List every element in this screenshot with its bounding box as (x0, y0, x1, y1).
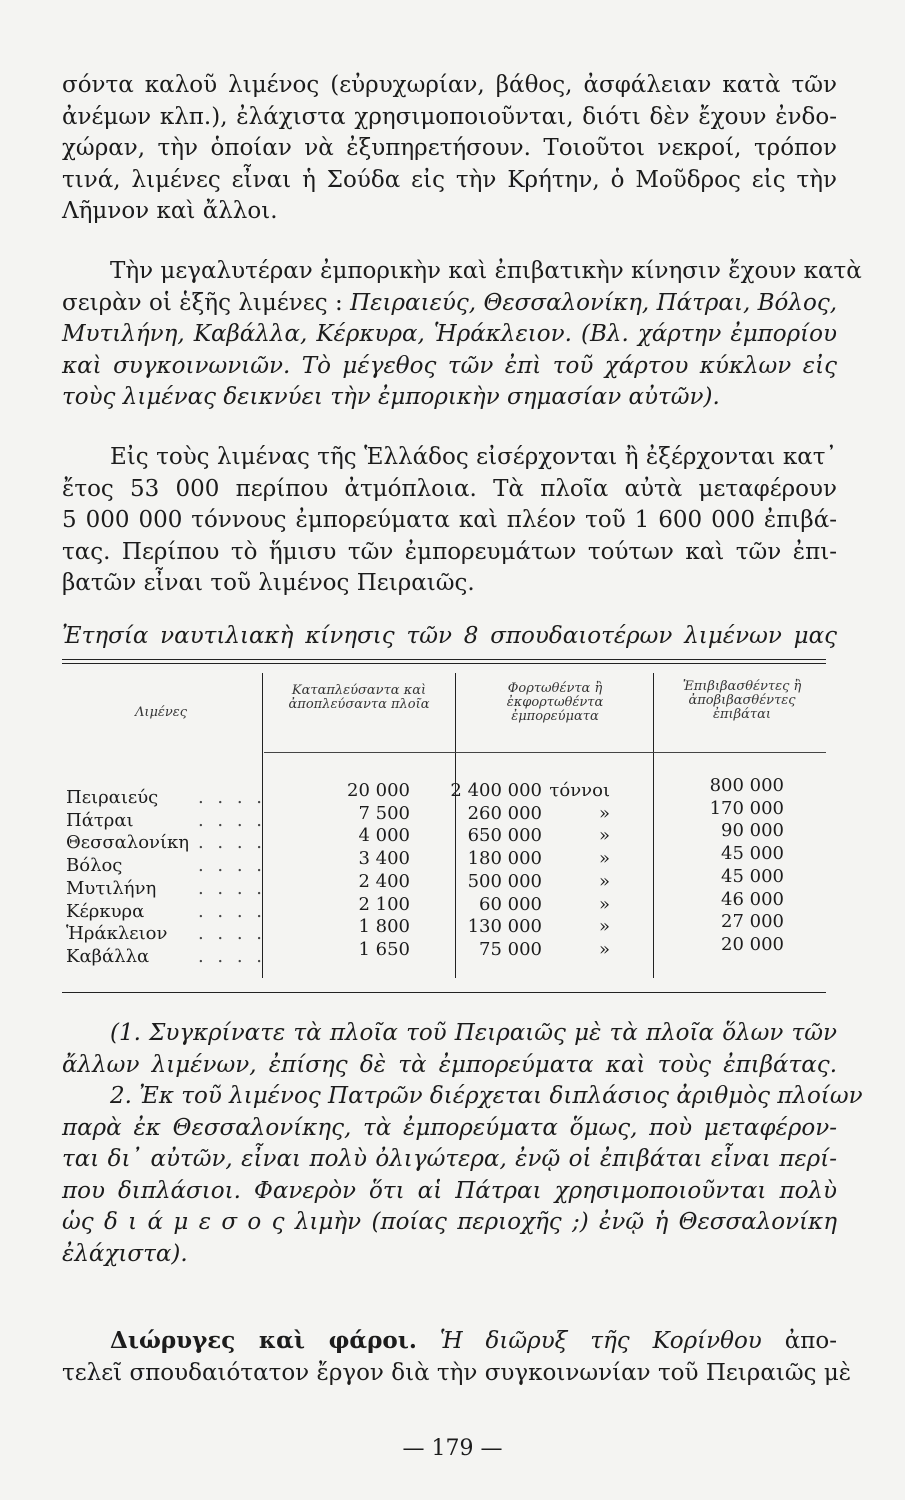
passengers-value: 45 000 (721, 843, 784, 865)
table-row (66, 923, 266, 946)
table-column-divider (653, 673, 654, 978)
table-row (66, 946, 266, 969)
text-line: (1. Συγκρίνατε τὰ πλοῖα τοῦ Πειραιῶς μὲ τὰ πλοῖα ὅλων τῶν (110, 1020, 837, 1046)
section-canals (62, 1325, 852, 1389)
ships-value: 7 500 (358, 802, 410, 824)
leader-dots: . . . . (197, 787, 266, 808)
text-line: ἐλάχιστα). (62, 1240, 188, 1267)
ships-value: 1 800 (358, 916, 410, 938)
goods-value: 650 000 (467, 825, 542, 847)
text-segment: σειρὰν οἱ ἑξῆς λιμένες : (62, 289, 343, 316)
text-line (62, 288, 837, 320)
text-line: Τὴν μεγαλυτέραν ἐμπορικὴν καὶ ἐπιβατικὴν κίνησιν ἔχουν κατὰ (110, 258, 862, 284)
ships-value: 4 000 (358, 825, 410, 847)
leader-dots: . . . . (197, 877, 266, 899)
table-top-rule (62, 659, 826, 660)
table-row (66, 787, 266, 810)
ditto-mark: » (598, 825, 610, 847)
ships-value: 1 650 (358, 938, 410, 960)
paragraph-ports-unused (62, 70, 837, 228)
leader-dots: . . . . (197, 855, 266, 877)
goods-value: 130 000 (467, 916, 542, 938)
ditto-mark: » (598, 938, 610, 960)
passengers-value: 46 000 (721, 888, 784, 910)
passengers-value: 170 000 (709, 797, 784, 819)
text-line: παρὰ ἐκ Θεσσαλονίκης, τὰ ἐμπορεύματα ὅμως, ποὺ μεταφέρον- (62, 1114, 837, 1141)
port-name: Μυτιλήνη (66, 877, 157, 899)
ships-value: 3 400 (358, 848, 410, 870)
goods-value: 500 000 (467, 870, 542, 892)
table-row (440, 871, 610, 894)
leader-dots: . . . . (197, 945, 266, 967)
passengers-value: 90 000 (721, 820, 784, 842)
ditto-mark: » (598, 802, 610, 824)
text-line: καὶ συγκοινωνιῶν. Τὸ μέγεθος τῶν ἐπὶ τοῦ χάρτου κύκλων εἰς (62, 352, 837, 379)
page-number: — 179 — (402, 1436, 503, 1461)
table-top-rule-double (62, 663, 826, 664)
port-name: Πειραιεύς (66, 787, 159, 808)
text-line: χώραν, τὴν ὁποίαν νὰ ἐξυπηρετήσουν. Τοιοῦτοι νεκροί, τρόπον (62, 135, 837, 161)
table-row (66, 855, 266, 878)
table-row (440, 939, 610, 962)
leader-dots: . . . . (197, 809, 266, 831)
column-goods (440, 780, 610, 962)
ditto-mark: » (598, 870, 610, 892)
table-row (440, 780, 610, 803)
port-name: Ἡράκλειον (66, 923, 168, 945)
text-line: ἔτος 53 000 περίπου ἀτμόπλοια. Τὰ πλοῖα αὐτὰ μεταφέρουν (62, 475, 837, 502)
section-heading: Διώρυγες καὶ φάροι. (110, 1327, 417, 1354)
table-row (66, 878, 266, 901)
text-line: Εἰς τοὺς λιμένας τῆς Ἑλλάδος εἰσέρχονται ἢ ἐξέρχονται κατ᾽ (110, 444, 837, 470)
passengers-value: 45 000 (721, 865, 784, 887)
table-row (66, 832, 266, 855)
leader-dots: . . . . (197, 900, 266, 922)
text-line: Μυτιλήνη, Καβάλλα, Κέρκυρα, Ἡράκλειον. (Βλ. χάρτην ἐμπορίου (62, 321, 837, 347)
table-row (440, 894, 610, 917)
port-name: Κέρκυρα (66, 900, 145, 922)
text-line: τινά, λιμένες εἶναι ἡ Σούδα εἰς τὴν Κρήτην, ὁ Μοῦδρος εἰς τὴν (62, 166, 837, 193)
unit-label: τόννοι (549, 780, 610, 801)
table-header-rule (264, 752, 826, 753)
ditto-mark: » (598, 848, 610, 870)
ports-list: Πειραιεύς, Θεσσαλονίκη, Πάτραι, Βόλος, (350, 289, 838, 316)
table-row (66, 901, 266, 924)
table-row (66, 810, 266, 833)
goods-value: 260 000 (467, 802, 542, 824)
goods-value: 75 000 (479, 938, 542, 960)
table-title: Ἐτησία ναυτιλιακὴ κίνησις τῶν 8 σπουδαιοτέρων λιμένων μας (62, 623, 837, 649)
column-passengers (690, 775, 784, 957)
text-segment: ἀπο- (784, 1328, 837, 1354)
port-name: Βόλος (66, 855, 123, 877)
paragraph-statistics (62, 442, 837, 600)
text-line (62, 1325, 837, 1358)
header-passengers: Ἐπιβιβασθέντες ἢ ἀποβιβασθέντες ἐπιβάται (682, 679, 802, 722)
leader-dots: . . . . (197, 923, 266, 945)
leader-dots: . . . . (197, 832, 266, 854)
port-name: Θεσσαλονίκη (66, 832, 190, 854)
passengers-value: 800 000 (709, 775, 784, 796)
text-line: ἀνέμων κλπ.), ἐλάχιστα χρησιμοποιοῦνται, διότι δὲν ἔχουν ἐνδο- (62, 103, 837, 130)
exercise-notes (62, 1018, 863, 1270)
text-line: ὡς δ ι ά μ ε σ ο ς λιμὴν (ποίας περιοχῆς ;) ἐνῷ ἡ Θεσσαλονίκη (62, 1209, 837, 1235)
ditto-mark: » (598, 893, 610, 915)
ships-value: 2 100 (358, 893, 410, 915)
text-line: τελεῖ σπουδαιότατον ἔργον διὰ τὴν συγκοινωνίαν τοῦ Πειραιῶς μὲ (62, 1359, 852, 1386)
table-row (440, 916, 610, 939)
text-line: που διπλάσιοι. Φανερὸν ὅτι αἱ Πάτραι χρησιμοποιοῦνται πολὺ (62, 1177, 837, 1204)
passengers-value: 27 000 (721, 911, 784, 933)
column-ports (66, 787, 266, 969)
column-ships (300, 780, 410, 962)
port-name: Καβάλλα (66, 945, 150, 967)
header-ports: Λιμένες (134, 705, 188, 720)
ships-value: 2 400 (358, 870, 410, 892)
passengers-value: 20 000 (721, 933, 784, 955)
goods-value: 60 000 (479, 893, 542, 915)
header-goods: Φορτωθέντα ἢ ἐκφορτωθέντα ἐμπορεύματα (506, 681, 604, 724)
port-name: Πάτραι (66, 809, 134, 831)
text-line: βατῶν εἶναι τοῦ λιμένος Πειραιῶς. (62, 570, 475, 596)
ditto-mark: » (598, 916, 610, 938)
text-line: τοὺς λιμένας δεικνύει τὴν ἐμπορικὴν σημασίαν αὐτῶν). (62, 384, 720, 410)
table-bottom-rule (62, 992, 826, 993)
text-line: τας. Περίπου τὸ ἥμισυ τῶν ἐμπορευμάτων τούτων καὶ τῶν ἐπι- (62, 538, 837, 565)
text-line: 2. Ἐκ τοῦ λιμένος Πατρῶν διέρχεται διπλάσιος ἀριθμὸς πλοίων (110, 1083, 863, 1109)
text-line: σόντα καλοῦ λιμένος (εὐρυχωρίαν, βάθος, ἀσφάλειαν κατὰ τῶν (62, 72, 837, 98)
text-line: ἄλλων λιμένων, ἐπίσης δὲ τὰ ἐμπορεύματα καὶ τοὺς ἐπιβάτας. (62, 1051, 837, 1078)
table-row (440, 803, 610, 826)
canal-intro: Ἡ διῶρυξ τῆς Κορίνθου (439, 1328, 762, 1354)
text-line: ται δι᾽ αὐτῶν, εἶναι πολὺ ὀλιγώτερα, ἐνῷ οἱ ἐπιβάται εἶναι περί- (62, 1146, 837, 1172)
header-ships: Καταπλεύσαντα καὶ ἀποπλεύσαντα πλοῖα (288, 683, 430, 712)
text-line: 5 000 000 τόννους ἐμπορεύματα καὶ πλέον τοῦ 1 600 000 ἐπιβά- (62, 507, 837, 533)
goods-value: 180 000 (467, 848, 542, 870)
paragraph-main-ports (62, 256, 862, 414)
ships-value: 20 000 (347, 780, 410, 801)
text-line: Λῆμνον καὶ ἄλλοι. (62, 198, 278, 224)
table-row (440, 848, 610, 871)
goods-value: 2 400 000 (450, 780, 542, 801)
table-row (440, 825, 610, 848)
